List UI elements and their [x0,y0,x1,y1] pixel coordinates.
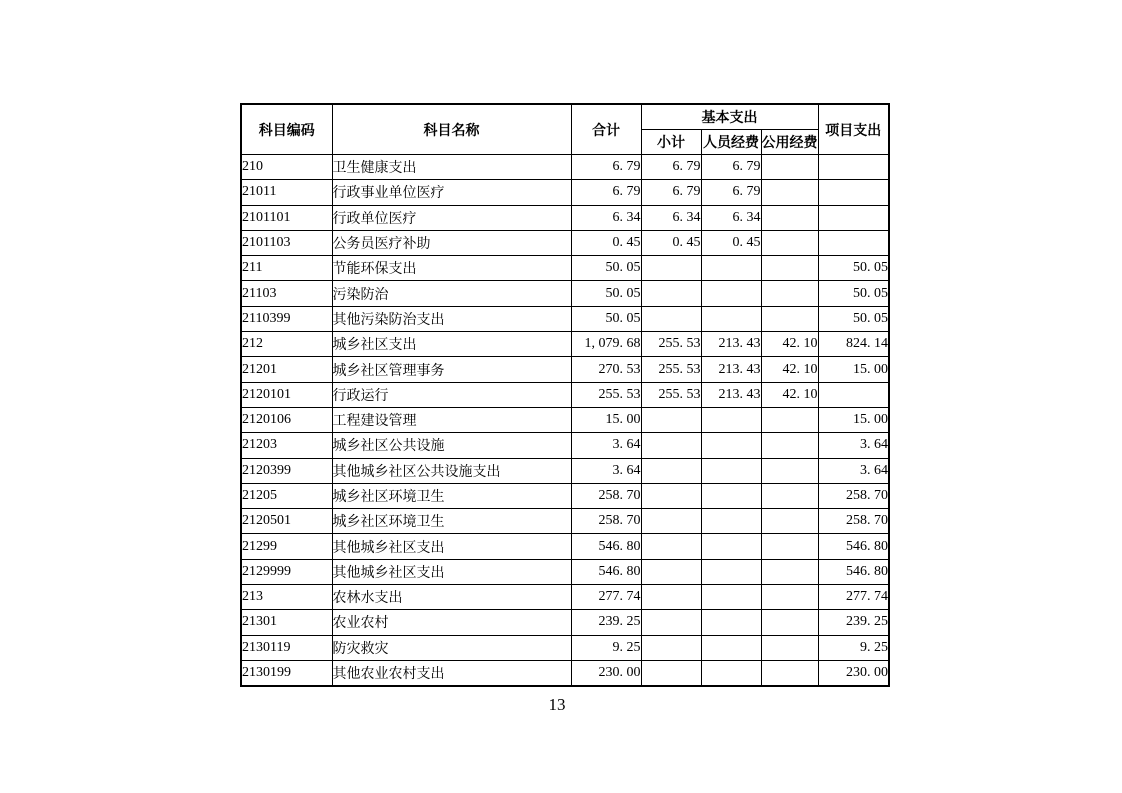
cell-public-funds: 42. 10 [761,357,818,382]
table-body [241,155,889,686]
cell-total: 3. 64 [571,433,641,458]
cell-basic-subtotal [641,610,701,635]
cell-project-expenditure: 50. 05 [818,306,889,331]
cell-subject-name: 行政运行 [332,382,571,407]
cell-public-funds [761,483,818,508]
cell-public-funds [761,534,818,559]
cell-basic-subtotal [641,559,701,584]
cell-total: 230. 00 [571,660,641,685]
cell-public-funds [761,205,818,230]
cell-total: 6. 79 [571,155,641,180]
cell-subject-name: 城乡社区管理事务 [332,357,571,382]
header-total: 合计 [571,104,641,155]
cell-basic-subtotal [641,635,701,660]
cell-project-expenditure: 258. 70 [818,509,889,534]
cell-subject-code: 2101103 [241,230,332,255]
cell-personnel-funds: 213. 43 [701,332,761,357]
cell-basic-subtotal: 0. 45 [641,230,701,255]
cell-subject-code: 212 [241,332,332,357]
header-subject-code: 科目编码 [241,104,332,155]
cell-subject-name: 行政事业单位医疗 [332,180,571,205]
cell-subject-code: 21011 [241,180,332,205]
cell-total: 50. 05 [571,306,641,331]
cell-personnel-funds [701,660,761,685]
cell-project-expenditure [818,205,889,230]
cell-subject-name: 节能环保支出 [332,256,571,281]
cell-total: 3. 64 [571,458,641,483]
budget-expenditure-table [240,103,890,687]
header-project-expenditure: 项目支出 [818,104,889,155]
cell-project-expenditure: 9. 25 [818,635,889,660]
cell-public-funds [761,610,818,635]
table-row [241,155,889,180]
cell-public-funds [761,407,818,432]
cell-total: 9. 25 [571,635,641,660]
table-row [241,357,889,382]
table-row [241,635,889,660]
table-row [241,509,889,534]
cell-project-expenditure: 15. 00 [818,357,889,382]
cell-basic-subtotal: 255. 53 [641,332,701,357]
cell-basic-subtotal [641,433,701,458]
cell-subject-code: 2120501 [241,509,332,534]
table-row [241,230,889,255]
cell-personnel-funds [701,483,761,508]
cell-subject-code: 21299 [241,534,332,559]
cell-public-funds [761,155,818,180]
cell-personnel-funds [701,534,761,559]
cell-personnel-funds [701,585,761,610]
cell-subject-code: 2129999 [241,559,332,584]
cell-subject-name: 卫生健康支出 [332,155,571,180]
cell-public-funds: 42. 10 [761,382,818,407]
cell-personnel-funds: 213. 43 [701,382,761,407]
cell-basic-subtotal: 6. 34 [641,205,701,230]
cell-subject-code: 21301 [241,610,332,635]
cell-personnel-funds [701,509,761,534]
header-row-top [241,104,889,130]
cell-project-expenditure [818,382,889,407]
cell-project-expenditure: 50. 05 [818,281,889,306]
cell-subject-code: 21205 [241,483,332,508]
cell-project-expenditure: 824. 14 [818,332,889,357]
table-row [241,610,889,635]
cell-basic-subtotal [641,534,701,559]
cell-subject-code: 2130199 [241,660,332,685]
cell-public-funds: 42. 10 [761,332,818,357]
table-row [241,534,889,559]
table-row [241,458,889,483]
page-number: 13 [548,695,566,714]
cell-public-funds [761,559,818,584]
cell-personnel-funds [701,256,761,281]
header-basic-expenditure: 基本支出 [641,104,818,130]
cell-project-expenditure: 258. 70 [818,483,889,508]
cell-basic-subtotal [641,660,701,685]
table-row [241,660,889,685]
cell-public-funds [761,585,818,610]
header-personnel-funds: 人员经费 [701,130,761,155]
cell-project-expenditure: 3. 64 [818,433,889,458]
cell-subject-name: 其他城乡社区公共设施支出 [332,458,571,483]
cell-total: 277. 74 [571,585,641,610]
cell-basic-subtotal: 255. 53 [641,382,701,407]
table-row [241,483,889,508]
header-subject-name: 科目名称 [332,104,571,155]
cell-public-funds [761,281,818,306]
cell-public-funds [761,433,818,458]
cell-total: 258. 70 [571,509,641,534]
cell-subject-code: 2110399 [241,306,332,331]
cell-personnel-funds [701,610,761,635]
cell-project-expenditure [818,230,889,255]
cell-subject-code: 2101101 [241,205,332,230]
cell-subject-code: 210 [241,155,332,180]
cell-basic-subtotal [641,281,701,306]
cell-subject-code: 2120399 [241,458,332,483]
cell-basic-subtotal [641,585,701,610]
cell-subject-name: 城乡社区公共设施 [332,433,571,458]
cell-subject-code: 2120101 [241,382,332,407]
cell-subject-name: 农林水支出 [332,585,571,610]
cell-total: 0. 45 [571,230,641,255]
table-row [241,559,889,584]
cell-basic-subtotal [641,306,701,331]
cell-public-funds [761,306,818,331]
table-row [241,407,889,432]
cell-total: 6. 79 [571,180,641,205]
cell-subject-name: 城乡社区支出 [332,332,571,357]
cell-basic-subtotal [641,509,701,534]
table-header [241,104,889,155]
table-row [241,256,889,281]
cell-subject-code: 211 [241,256,332,281]
cell-basic-subtotal [641,458,701,483]
cell-public-funds [761,458,818,483]
cell-subject-name: 工程建设管理 [332,407,571,432]
cell-public-funds [761,256,818,281]
cell-personnel-funds [701,433,761,458]
table-row [241,332,889,357]
cell-project-expenditure: 3. 64 [818,458,889,483]
cell-project-expenditure: 230. 00 [818,660,889,685]
cell-project-expenditure [818,155,889,180]
cell-total: 1, 079. 68 [571,332,641,357]
cell-subject-name: 污染防治 [332,281,571,306]
cell-public-funds [761,635,818,660]
table-row [241,585,889,610]
cell-personnel-funds [701,281,761,306]
cell-basic-subtotal: 6. 79 [641,155,701,180]
cell-basic-subtotal [641,407,701,432]
cell-basic-subtotal: 255. 53 [641,357,701,382]
table-row [241,180,889,205]
cell-personnel-funds [701,407,761,432]
cell-project-expenditure: 546. 80 [818,559,889,584]
table-row [241,382,889,407]
cell-total: 546. 80 [571,534,641,559]
cell-public-funds [761,509,818,534]
cell-subject-name: 城乡社区环境卫生 [332,483,571,508]
cell-total: 6. 34 [571,205,641,230]
cell-subject-code: 21203 [241,433,332,458]
cell-basic-subtotal: 6. 79 [641,180,701,205]
cell-subject-name: 公务员医疗补助 [332,230,571,255]
cell-subject-name: 城乡社区环境卫生 [332,509,571,534]
cell-total: 50. 05 [571,256,641,281]
cell-project-expenditure: 277. 74 [818,585,889,610]
cell-subject-name: 其他城乡社区支出 [332,559,571,584]
header-basic-subtotal: 小计 [641,130,701,155]
cell-public-funds [761,230,818,255]
cell-project-expenditure [818,180,889,205]
cell-subject-code: 213 [241,585,332,610]
cell-project-expenditure: 239. 25 [818,610,889,635]
table-row [241,205,889,230]
cell-subject-name: 行政单位医疗 [332,205,571,230]
table-row [241,306,889,331]
cell-personnel-funds: 213. 43 [701,357,761,382]
cell-personnel-funds: 6. 79 [701,155,761,180]
cell-public-funds [761,660,818,685]
cell-subject-name: 其他农业农村支出 [332,660,571,685]
cell-total: 270. 53 [571,357,641,382]
cell-personnel-funds: 6. 79 [701,180,761,205]
cell-subject-name: 农业农村 [332,610,571,635]
table-row [241,281,889,306]
cell-personnel-funds [701,458,761,483]
cell-basic-subtotal [641,483,701,508]
cell-subject-name: 其他污染防治支出 [332,306,571,331]
table-row [241,433,889,458]
cell-total: 239. 25 [571,610,641,635]
header-public-funds: 公用经费 [761,130,818,155]
cell-total: 15. 00 [571,407,641,432]
cell-total: 258. 70 [571,483,641,508]
cell-project-expenditure: 50. 05 [818,256,889,281]
cell-subject-code: 2120106 [241,407,332,432]
cell-total: 546. 80 [571,559,641,584]
cell-total: 255. 53 [571,382,641,407]
cell-subject-code: 21103 [241,281,332,306]
cell-subject-name: 防灾救灾 [332,635,571,660]
cell-subject-code: 2130119 [241,635,332,660]
cell-personnel-funds [701,635,761,660]
cell-personnel-funds [701,306,761,331]
cell-subject-code: 21201 [241,357,332,382]
cell-subject-name: 其他城乡社区支出 [332,534,571,559]
cell-personnel-funds [701,559,761,584]
cell-personnel-funds: 6. 34 [701,205,761,230]
cell-project-expenditure: 15. 00 [818,407,889,432]
cell-total: 50. 05 [571,281,641,306]
cell-basic-subtotal [641,256,701,281]
cell-public-funds [761,180,818,205]
cell-project-expenditure: 546. 80 [818,534,889,559]
cell-personnel-funds: 0. 45 [701,230,761,255]
